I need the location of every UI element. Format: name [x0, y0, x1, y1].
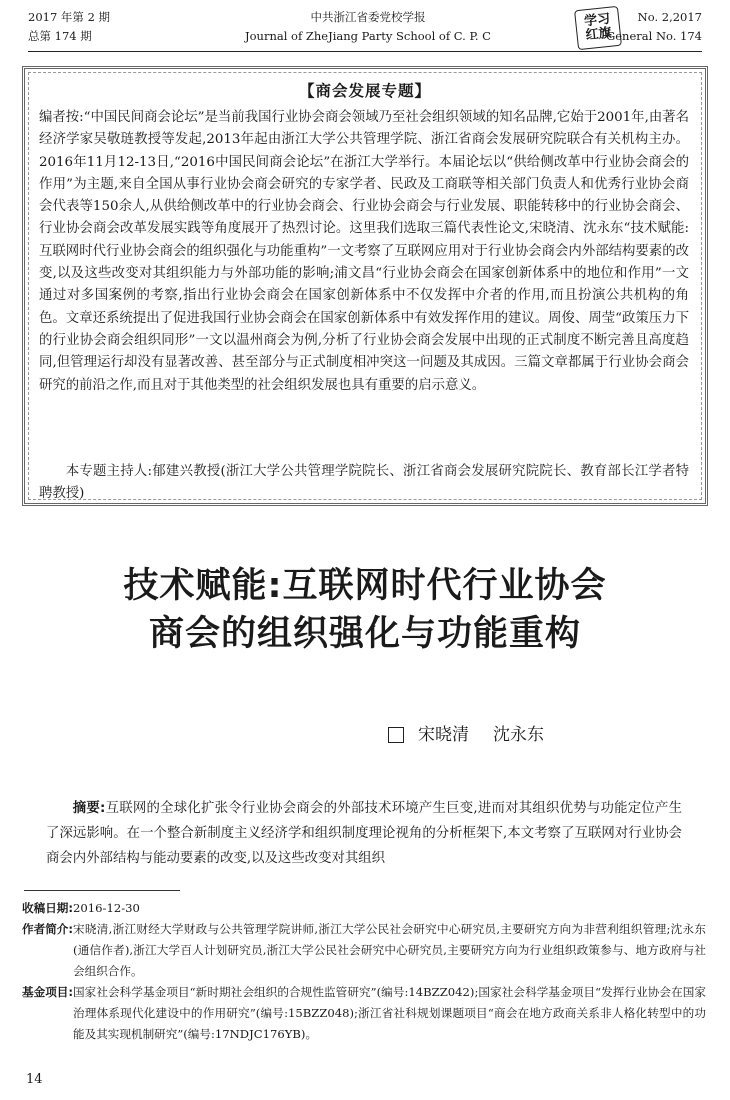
- fund-text: 国家社会科学基金项目“新时期社会组织的合规性监管研究”(编号:14BZZ042);国家社会科学基金项目“发挥行业协会在国家治理体系现代化建设中的作用研究”(编号:15BZZ048);浙江省社科规划课题项目“商会在地方政商关系非人格化转型中的功能及其实现机制研究”(编号:17NDJC176YB)。: [73, 985, 706, 1041]
- abstract: [46, 796, 682, 871]
- issue-label: 2017 年第 2 期: [28, 10, 111, 24]
- author-1: 宋晓清: [418, 725, 469, 745]
- fund-label: 基金项目:: [22, 985, 74, 999]
- editor-note-box: [22, 66, 708, 506]
- journal-name-en: Journal of ZheJiang Party School of C. P. C: [245, 29, 491, 43]
- article-title: [40, 562, 690, 658]
- header-right: [606, 8, 702, 46]
- fund-info: [22, 982, 706, 1045]
- abstract-text: 互联网的全球化扩张令行业协会商会的外部技术环境产生巨变,进而对其组织优势与功能定位产生了深远影响。在一个整合新制度主义经济学和组织制度理论视角的分析框架下,本文考察了互联网对行业协会商会内外部结构与能动要素的改变,以及这些改变对其组织: [46, 801, 682, 866]
- received-label: 收稿日期:: [22, 901, 74, 915]
- page-number: 14: [26, 1072, 43, 1087]
- received-date: [22, 898, 706, 919]
- author-line: [388, 724, 544, 746]
- running-header: [28, 6, 702, 52]
- special-topic-title: 【商会发展专题】: [298, 82, 431, 100]
- received-value: 2016-12-30: [73, 901, 140, 915]
- author-bio: [22, 919, 706, 982]
- header-left: [28, 8, 110, 46]
- header-center: [218, 8, 518, 46]
- footnotes: [22, 898, 706, 1045]
- footnote-rule: [24, 890, 180, 891]
- editor-note-text: 编者按:“中国民间商会论坛”是当前我国行业协会商会领域乃至社会组织领域的知名品牌,它始于2001年,由著名经济学家吴敬琏教授等发起,2013年起由浙江大学公共管理学院、浙江省商会发展研究院联合有关机构主办。2016年11月12-13日,“2016中国民间商会论坛”在浙江大学举行。本届论坛以“供给侧改革中行业协会商会的作用”为主题,来自全国从事行业协会商会研究的专家学者、民政及工商联等相关部门负责人和优秀行业协会商会代表等150余人,从供给侧改革中的行业协会商会、行业协会商会与行业发展、职能转移中的行业协会商会、行业协会商会改革发展实践等角度展开了热烈讨论。这里我们选取三篇代表性论文,宋晓清、沈永东“技术赋能:互联网时代行业协会商会的组织强化与功能重构”一文考察了互联网应用对于行业协会商会内外部结构要素的改变,以及这些改变对其组织能力与外部功能的影响;浦文昌“行业协会商会在国家创新体系中的地位和作用”一文通过对多国案例的考察,指出行业协会商会在国家创新体系中不仅发挥中介者的作用,而且扮演公共机构的角色。文章还系统提出了促进我国行业协会商会在国家创新体系中有效发挥作用的建议。周俊、周莹“政策压力下的行业协会商会组织同形”一文以温州商会为例,分析了行业协会商会发展中出现的正式制度不断完善且高度趋同,但管理运行却没有显著改善、甚至部分与正式制度相冲突这一问题及其成因。三篇文章都属于行业协会商会研究的前沿之作,而且对于其他类型的社会组织发展也具有重要的启示意义。: [39, 110, 689, 393]
- seal-text: 学习红旗: [583, 11, 613, 44]
- author-bio-text: 宋晓清,浙江财经大学财政与公共管理学院讲师,浙江大学公民社会研究中心研究员,主要研究方向为非营利组织管理;沈永东(通信作者),浙江大学百人计划研究员,浙江大学公民社会研究中心研究员,主要研究方向为行业组织政策参与、地方政府与社会组织合作。: [73, 922, 706, 978]
- journal-name-cn: 中共浙江省委党校学报: [310, 10, 426, 24]
- abstract-label: 摘要:: [72, 801, 106, 816]
- article-title-line-2: 商会的组织强化与功能重构: [148, 614, 581, 654]
- author-bio-label: 作者简介:: [22, 922, 74, 936]
- author-2: 沈永东: [493, 725, 544, 745]
- header-rule: [28, 51, 702, 52]
- total-issue-label: 总第 174 期: [28, 29, 92, 43]
- article-title-line-1: 技术赋能:互联网时代行业协会: [123, 566, 607, 606]
- topic-host-text: 本专题主持人:郁建兴教授(浙江大学公共管理学院院长、浙江省商会发展研究院院长、教育部长江学者特聘教授): [39, 464, 689, 502]
- general-number-label: General No. 174: [606, 29, 702, 43]
- square-box-icon: [388, 727, 404, 743]
- number-label: No. 2,2017: [637, 10, 702, 24]
